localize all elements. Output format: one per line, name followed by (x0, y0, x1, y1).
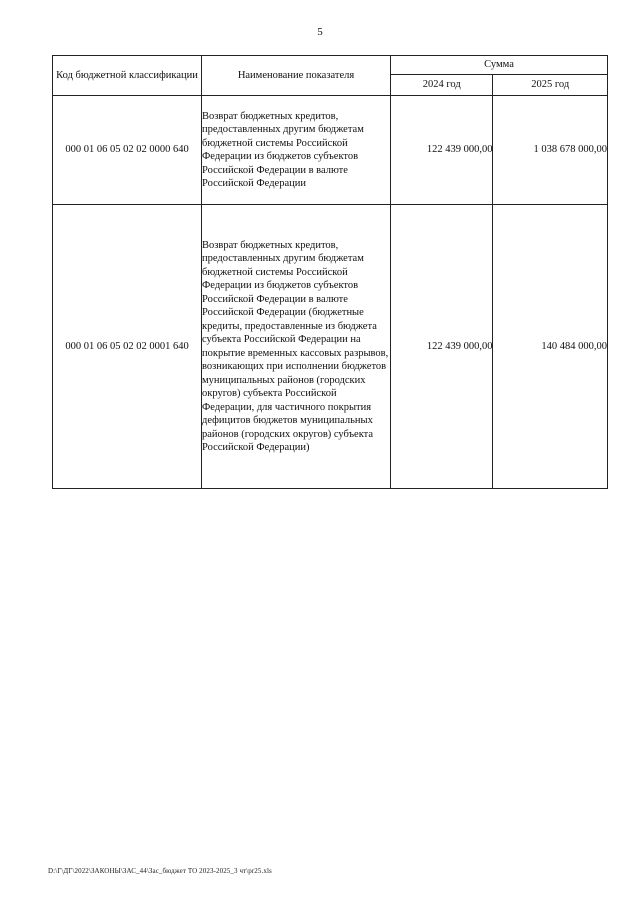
row-value-2025: 1 038 678 000,00 (493, 96, 608, 205)
header-name: Наименование показателя (202, 56, 391, 96)
row-value-2025: 140 484 000,00 (493, 205, 608, 489)
footer-file-path: D:\Г\ДГ\2022\ЗАКОНЫ\ЗАС_44\Зас_бюджет ТО 2023-2025_3 чт\pr25.xls (48, 867, 272, 875)
row-name: Возврат бюджетных кредитов, предоставленных другим бюджетам бюджетной системы Российской Федерации из бюджетов субъектов Российской Федерации в валюте Российской Федерации (202, 96, 391, 205)
page-number: 5 (317, 26, 323, 38)
row-name: Возврат бюджетных кредитов, предоставленных другим бюджетам бюджетной системы Российской Федерации из бюджетов субъектов Российской Федерации в валюте Российской Федерации (бюджетные кредиты, предоставленные из бюджета субъекта Российской Федерации на покрытие временных кассовых разрывов, возникающих при исполнении бюджетов муниципальных районов (городских округов) субъекта Российской Федерации, для частичного покрытия дефицитов бюджетов муниципальных районов (городских округов) субъекта Российской Федерации) (202, 205, 391, 489)
header-row (53, 56, 608, 75)
header-year-2025: 2025 год (493, 75, 608, 96)
row-value-2024: 122 439 000,00 (391, 205, 493, 489)
row-code: 000 01 06 05 02 02 0001 640 (53, 205, 202, 489)
table-row (53, 205, 608, 489)
row-value-2024: 122 439 000,00 (391, 96, 493, 205)
budget-table (52, 55, 608, 489)
header-sum: Сумма (391, 56, 608, 75)
row-code: 000 01 06 05 02 02 0000 640 (53, 96, 202, 205)
table-row (53, 96, 608, 205)
header-year-2024: 2024 год (391, 75, 493, 96)
header-code: Код бюджетной классификации (53, 56, 202, 96)
